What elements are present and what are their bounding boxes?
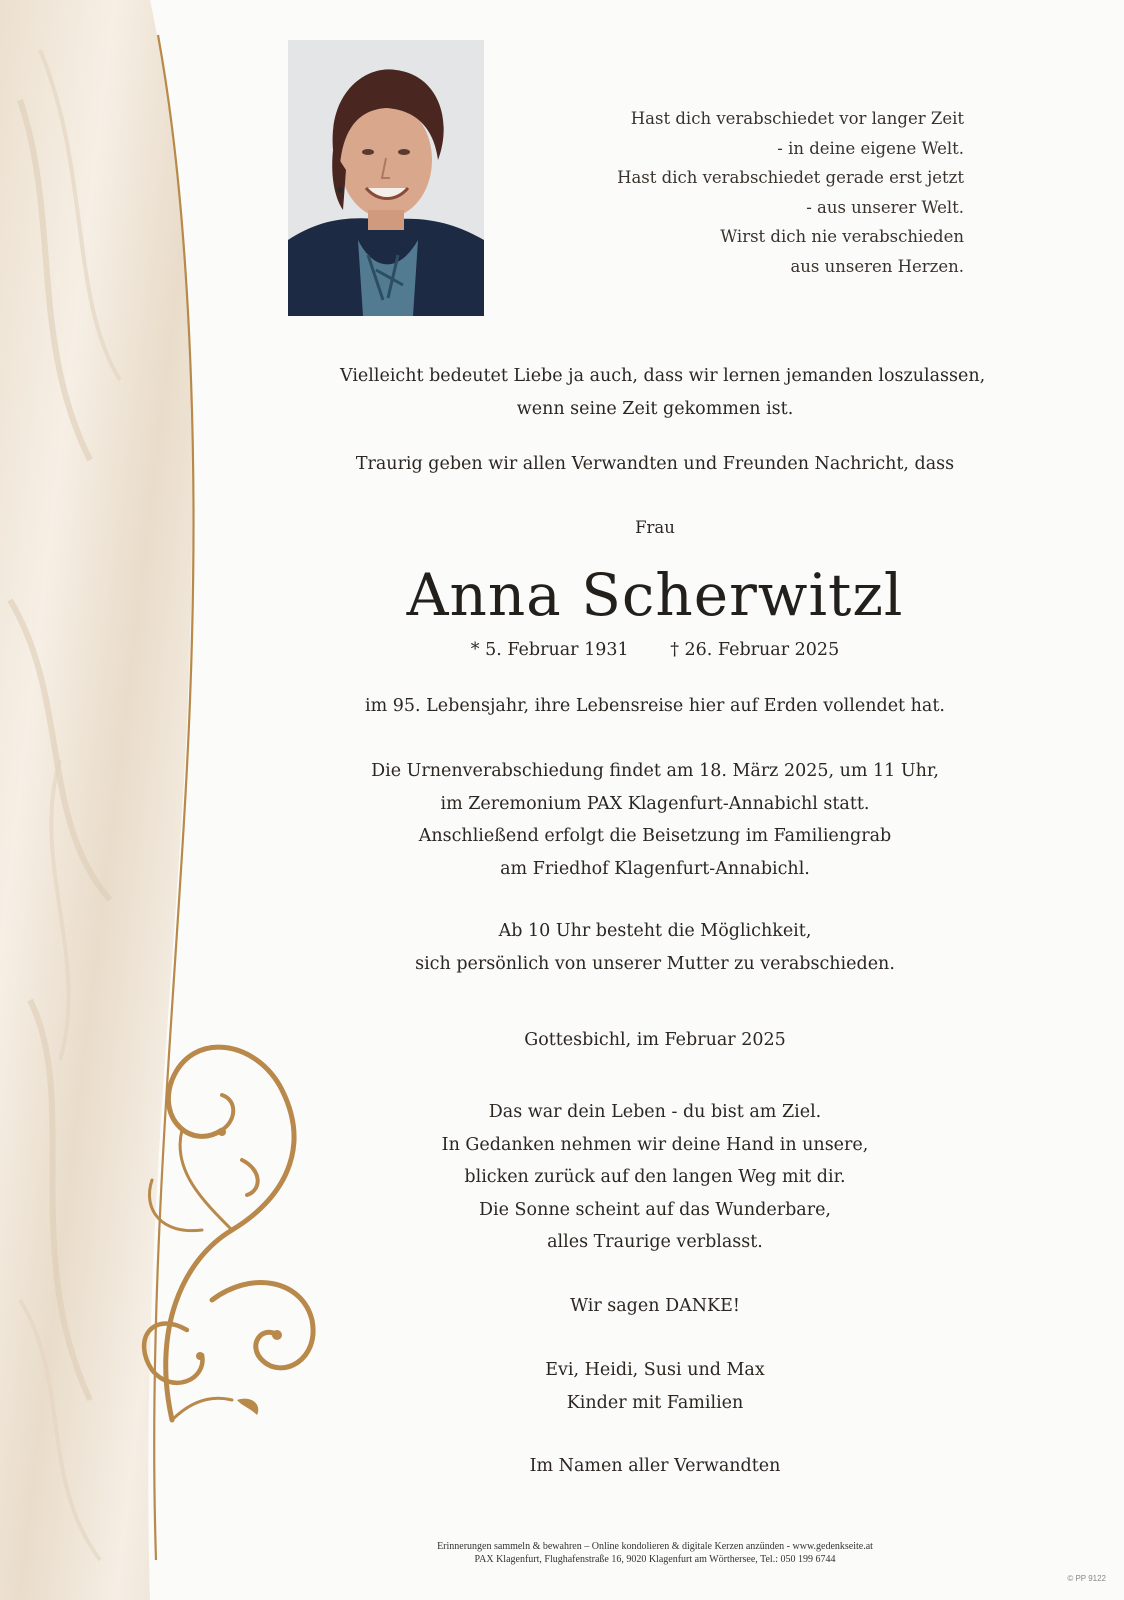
salutation	[340, 512, 970, 545]
age-line	[340, 690, 970, 723]
poem-line: Die Sonne scheint auf das Wunderbare,	[479, 1199, 831, 1220]
gold-flourish-ornament	[112, 1000, 342, 1440]
ceremony-line: im Zeremonium PAX Klagenfurt-Annabichl statt.	[440, 793, 870, 814]
deceased-name: Anna Scherwitzl	[406, 561, 904, 629]
death-date: † 26. Februar 2025	[670, 640, 840, 660]
ceremony-info	[340, 755, 970, 885]
quote-line: Vielleicht bedeutet Liebe ja auch, dass wir lernen jemanden loszulassen,	[340, 366, 986, 386]
poem-line: aus unseren Herzen.	[790, 256, 964, 276]
family	[340, 1354, 970, 1419]
footer	[340, 1540, 970, 1566]
age-line-text: im 95. Lebensjahr, ihre Lebensreise hier auf Erden vollendet hat.	[365, 696, 945, 716]
bottom-poem	[340, 1096, 970, 1259]
ceremony-line: Die Urnenverabschiedung findet am 18. März 2025, um 11 Uhr,	[371, 761, 939, 781]
announcement	[340, 448, 970, 481]
ceremony-line: am Friedhof Klagenfurt-Annabichl.	[500, 858, 810, 879]
poem-line: Hast dich verabschiedet vor langer Zeit	[630, 109, 964, 128]
footer-line: PAX Klagenfurt, Flughafenstraße 16, 9020 Klagenfurt am Wörthersee, Tel.: 050 199 6744	[474, 1554, 836, 1565]
thanks-text: Wir sagen DANKE!	[570, 1296, 740, 1316]
top-poem	[564, 104, 964, 281]
relatives	[340, 1450, 970, 1483]
salutation-text: Frau	[635, 518, 675, 537]
place-date	[340, 1024, 970, 1057]
quote-line: wenn seine Zeit gekommen ist.	[516, 398, 794, 419]
poem-line: blicken zurück auf den langen Weg mit dir.	[464, 1167, 846, 1187]
poem-line: alles Traurige verblasst.	[547, 1232, 763, 1252]
place-date-text: Gottesbichl, im Februar 2025	[524, 1030, 786, 1050]
announcement-text: Traurig geben wir allen Verwandten und Freunden Nachricht, dass	[355, 454, 955, 474]
poem-line: Wirst dich nie verabschieden	[720, 227, 964, 246]
poem-line: - aus unserer Welt.	[806, 197, 964, 217]
portrait-photo	[288, 40, 484, 316]
poem-line: - in deine eigene Welt.	[777, 138, 964, 158]
poem-line: Das war dein Leben - du bist am Ziel.	[488, 1102, 822, 1122]
family-line: Kinder mit Familien	[566, 1392, 744, 1413]
poem-line: In Gedanken nehmen wir deine Hand in unsere,	[441, 1134, 869, 1155]
relatives-text: Im Namen aller Verwandten	[529, 1456, 781, 1476]
ceremony-line: Anschließend erfolgt die Beisetzung im Familiengrab	[418, 826, 892, 846]
farewell-line: sich persönlich von unserer Mutter zu verabschieden.	[415, 953, 895, 974]
farewell-line: Ab 10 Uhr besteht die Möglichkeit,	[498, 921, 812, 941]
poem-line: Hast dich verabschiedet gerade erst jetzt	[617, 168, 964, 187]
family-line: Evi, Heidi, Susi und Max	[545, 1360, 765, 1380]
life-dates	[340, 640, 970, 660]
quote	[340, 360, 986, 425]
birth-date: * 5. Februar 1931	[470, 640, 629, 660]
thanks	[340, 1290, 970, 1323]
footer-line: Erinnerungen sammeln & bewahren – Online kondolieren & digitale Kerzen anzünden - www.gedenkseite.at	[437, 1541, 873, 1552]
farewell-info	[340, 915, 970, 980]
print-code: © PP 9122	[1067, 1574, 1106, 1583]
